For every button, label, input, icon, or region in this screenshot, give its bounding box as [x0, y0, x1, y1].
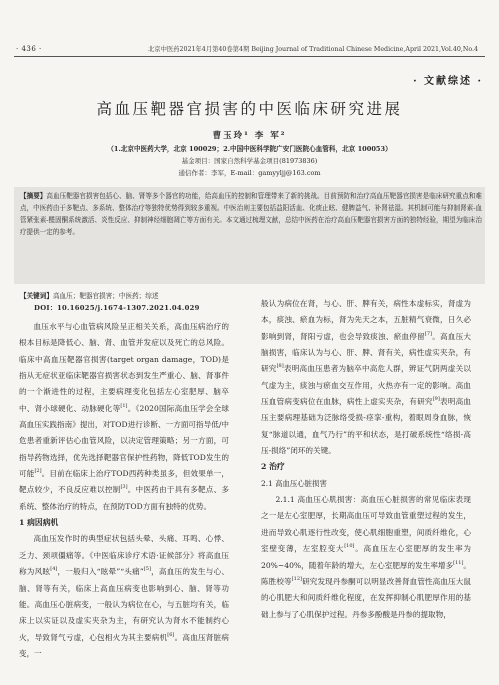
subsection-heading-2-1: 2.1 高血压心脏损害 [261, 478, 327, 488]
abstract-body: 高血压靶器官损害包括心、脑、肾等多个器官的功能，给高血压的控制和管理带来了新的挑战。目前预防和治疗高血压靶器官损害是临床研究重点和难点，中医药由于多靶点、多系统、整体治疗等独特优势得到较多重视。中医治则主要包括益阳活血、化痰止眩、健脾益气、补肾祛湿。其机制可能与抑制肾素-血管紧张素-醛固酮系统激活、炎性反应、抑制神经细胞凋亡等方面有关。本文通过梳理文献，总结中医药在治疗高血压靶器官损害方面的独特经验，期望为临床治疗提供一定的参考。 [20, 192, 482, 237]
doi: DOI：10.16025/j.1674-1307.2021.04.029 [34, 304, 200, 312]
body-right-column [261, 296, 471, 623]
citation: [4] [50, 566, 58, 573]
abstract-label: 【摘要】 [20, 192, 47, 200]
keywords-text: 高血压；靶器官损害；中医药；综述 [52, 292, 159, 300]
citation: [3] [120, 484, 128, 491]
intro-paragraph: 血压水平与心血管病风险呈正相关关系，高血压病治疗的根本目标是降低心、脑、肾、血管并发症以及死亡的总风险。临床中高血压靶器官损害(target organ damage，TOD)是指从无症状亚临床靶器官损害状态到发生严重心、脑、肾事件的一个渐进性的过程，主要病理变化包括左心室肥厚、脑卒中、肾小球硬化、动脉硬化等[1]。《2020国际高血压学会全球高血压实践指南》提出，对TOD进行诊断、一方面可指导低/中危患者重新评估心血管风险，以决定管理策略；另一方面，可指导药物选择，优先选择靶器官保护性药物，降低TOD发生的可能[2]。目前在临床上治疗TOD西药种类虽多，但效果单一，靶点较少，不良反应难以控制[3]。中医药由于具有多靶点、多系统、整体治疗的特点，在预防TOD方面有独特的优势。 [19, 322, 229, 511]
section-tag: · 文献综述 · [413, 76, 483, 87]
corresponding-author: 通信作者：李军，E-mail：gamyyljj@163.com [178, 169, 321, 177]
fund-info: 基金项目：国家自然科学基金项目(81973836) [181, 157, 318, 165]
citation: [6] [167, 631, 175, 638]
citation: [2] [34, 468, 42, 475]
citation: [9] [432, 396, 440, 403]
header-divider [14, 56, 485, 57]
article-title: 高血压靶器官损害的中医临床研究进展 [96, 100, 403, 118]
affiliation: （1.北京中医药大学，北京 100029；2.中国中医科学院广安门医院心血管科，北京 100053） [107, 145, 392, 153]
citation: [1] [120, 402, 128, 409]
abstract [20, 190, 482, 238]
page-number: · 436 · [16, 45, 42, 53]
paragraph: 般认为病位在肾，与心、肝、脾有关，病性本虚标实，肾虚为本，痰浊、瘀血为标，肾为先天之本，五脏精气衰微，日久必影响到肾，肾阳亏虚，也会导致痰浊、瘀血停留[7]。高血压大脑损害，临床认为与心、肝、脾、肾有关，病性虚实夹杂，有研究[8]表明高血压患者为脑卒中高危人群，辨证气阴两虚关以气虚为主，痰浊与瘀血交互作用，火热亦有一定的影响。高血压血管病变病位在血脉，病性上虚实夹杂，有研究[9]表明高血压主要病理基础为泛脉络受损-痉挛-重构，着眼周身血脉，恢复“脉道以通，血气乃行”的平和状态，是打破系统性“络损-高压-损络”闭环的关键。 [261, 299, 472, 456]
citation: [7] [424, 330, 432, 337]
keywords-label: 【关键词】 [20, 292, 53, 300]
citation: [5] [143, 566, 151, 573]
citation: [10] [344, 543, 355, 550]
keywords [20, 290, 158, 300]
paragraph: 高血压发作时的典型症状包括头晕、头痛、耳鸣、心悸、乏力、颈项僵痛等。《中医临床诊疗术语·证候部分》将高血压称为风眩[4]，一般归入“眩晕”“头痛”[5]，高血压的发生与心、脑、肾等有关，临床上高血压病变也影响到心、脑、肾等功能。高血压心脏病变，一般认为病位在心，与五脏均有关，临床上以实证以及虚实夹杂为主，有研究认为肾水不能制约心火，导致肾气亏虚，心包相火为其主要病机[6]。高血压肾脏病变，一 [19, 534, 230, 658]
authors: 曹玉玲¹ 李 军² [212, 131, 287, 141]
body-left-column [19, 319, 229, 662]
citation: [11] [453, 559, 464, 566]
journal-running-header: 北京中医药2021年4月第40卷第4期 Beijing Journal of Traditional Chinese Medicine,April 2021,Vol.40,No.4 [148, 46, 479, 53]
section-heading-1: 1 病因病机 [19, 518, 59, 528]
section-heading-2: 2 治疗 [261, 462, 285, 472]
citation: [8] [276, 363, 284, 370]
paragraph: 2.1.1 高血压心肌损害：高血压心脏损害的常见临床表现之一是左心室肥厚，长期高血压可导致血管重塑过程的发生，进而导致心肌逐行性改变，使心肌细胞重塑，间质纤维化，心室壁变薄，左室腔变大[10]。高血压左心室肥厚的发生率为20%~40%，随着年龄的增大，左心室肥厚的发生率增多[11]。陈胜校等[12]研究发现丹参酮可以明显改善肾血管性高血压大鼠的心肌肥大和间质纤维化程度，在发挥抑制心肌肥厚作用的基础上参与了心肌保护过程。丹参多酚酸是丹参的提取物， [261, 495, 472, 619]
citation: [12] [291, 575, 302, 582]
